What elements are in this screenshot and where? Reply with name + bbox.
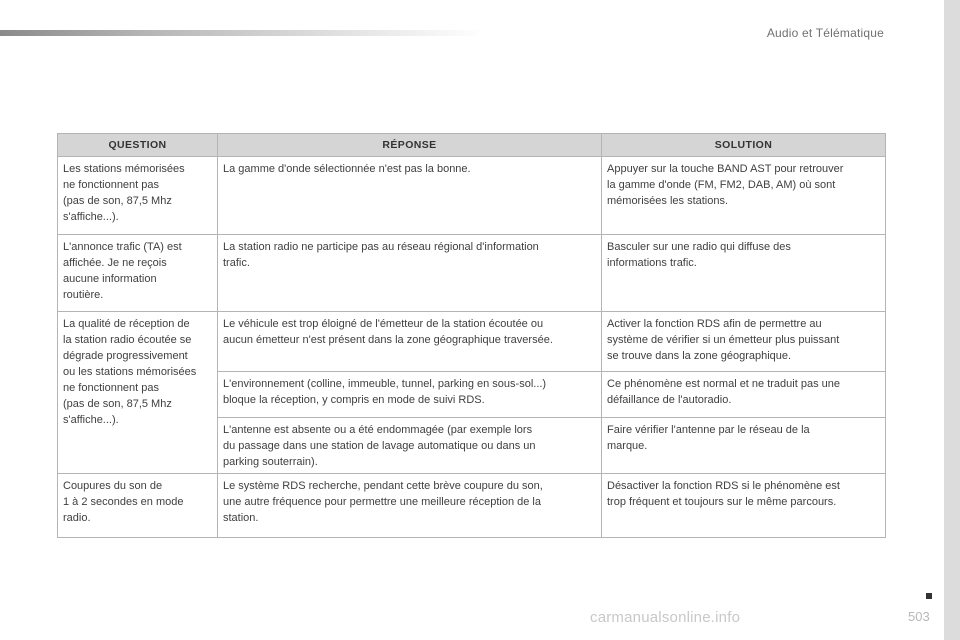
page-number: 503: [908, 609, 930, 624]
solution-cell: Activer la fonction RDS afin de permettre au système de vérifier si un émetteur plus puissant se trouve dans la zone géographique.: [602, 312, 886, 372]
column-header-solution: SOLUTION: [602, 134, 886, 157]
watermark: carmanualsonline.info: [590, 609, 741, 626]
table-row: [58, 157, 886, 235]
answer-cell: La station radio ne participe pas au réseau régional d'information trafic.: [218, 235, 602, 312]
answer-cell: L'environnement (colline, immeuble, tunnel, parking en sous-sol...) bloque la réception, y compris en mode de suivi RDS.: [218, 372, 602, 418]
answer-cell: L'antenne est absente ou a été endommagée (par exemple lors du passage dans une station de lavage automatique ou dans un parking souterrain).: [218, 418, 602, 474]
troubleshooting-table: [57, 133, 886, 538]
answer-cell: Le véhicule est trop éloigné de l'émetteur de la station écoutée ou aucun émetteur n'est présent dans la zone géographique traversée.: [218, 312, 602, 372]
solution-cell: Appuyer sur la touche BAND AST pour retrouver la gamme d'onde (FM, FM2, DAB, AM) où sont mémorisées les stations.: [602, 157, 886, 235]
table-header-row: [58, 134, 886, 157]
answer-cell: Le système RDS recherche, pendant cette brève coupure du son, une autre fréquence pour permettre une meilleure réception de la station.: [218, 474, 602, 538]
solution-cell: Ce phénomène est normal et ne traduit pas une défaillance de l'autoradio.: [602, 372, 886, 418]
section-title: Audio et Télématique: [766, 26, 884, 40]
table-row: [58, 235, 886, 312]
question-cell: L'annonce trafic (TA) est affichée. Je ne reçois aucune information routière.: [58, 235, 218, 312]
solution-cell: Basculer sur une radio qui diffuse des informations trafic.: [602, 235, 886, 312]
question-cell: Coupures du son de 1 à 2 secondes en mode radio.: [58, 474, 218, 538]
page-marker: [926, 593, 932, 599]
answer-cell: La gamme d'onde sélectionnée n'est pas la bonne.: [218, 157, 602, 235]
column-header-question: QUESTION: [58, 134, 218, 157]
column-header-answer: RÉPONSE: [218, 134, 602, 157]
page-edge-strip: [944, 0, 960, 640]
solution-cell: Faire vérifier l'antenne par le réseau de la marque.: [602, 418, 886, 474]
table-row: [58, 474, 886, 538]
question-cell: La qualité de réception de la station radio écoutée se dégrade progressivement ou les stations mémorisées ne fonctionnent pas (pas de son, 87,5 Mhz s'affiche...).: [58, 312, 218, 474]
header-gradient-bar: [0, 30, 485, 36]
table-row: [58, 312, 886, 372]
question-cell: Les stations mémorisées ne fonctionnent pas (pas de son, 87,5 Mhz s'affiche...).: [58, 157, 218, 235]
solution-cell: Désactiver la fonction RDS si le phénomène est trop fréquent et toujours sur le même parcours.: [602, 474, 886, 538]
